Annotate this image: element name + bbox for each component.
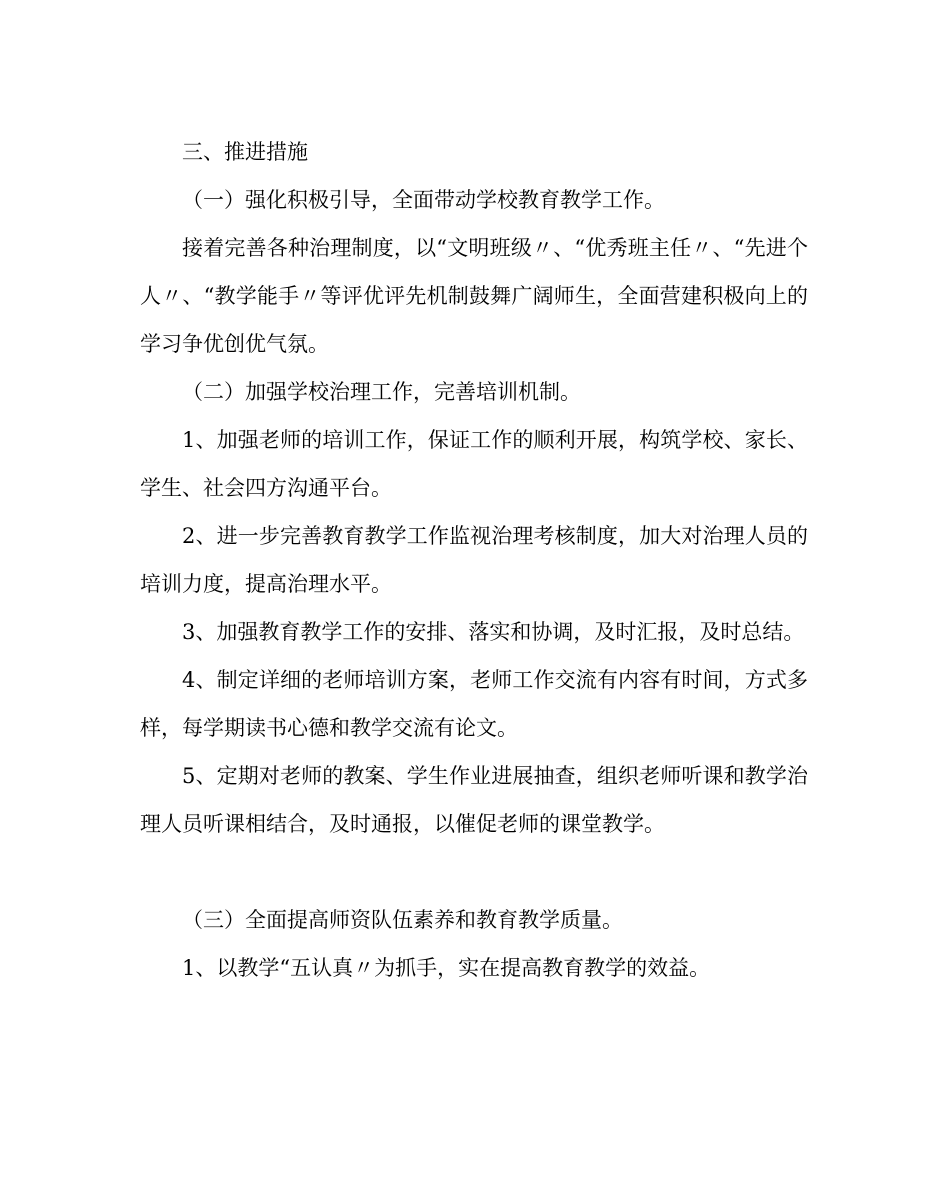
list-item: 5、定期对老师的教案、学生作业进展抽查，组织老师听课和教学治理人员听课相结合，及时通报，以催促老师的课堂教学。 xyxy=(140,764,808,836)
blank-line xyxy=(140,848,808,896)
section-heading: 三、推进措施 xyxy=(182,140,308,164)
document-page xyxy=(140,128,808,992)
subsection-title-3: （三）全面提高师资队伍素养和教育教学质量。 xyxy=(182,908,623,932)
subsection-title-2: （二）加强学校治理工作，完善培训机制。 xyxy=(182,380,581,404)
list-item: 2、进一步完善教育教学工作监视治理考核制度，加大对治理人员的培训力度，提高治理水平。 xyxy=(140,524,808,596)
list-item: 4、制定详细的老师培训方案，老师工作交流有内容有时间，方式多样，每学期读书心德和教学交流有论文。 xyxy=(140,668,808,740)
list-item: 1、以教学“五认真〃为抓手，实在提高教育教学的效益。 xyxy=(182,956,711,980)
list-item: 3、加强教育教学工作的安排、落实和协调，及时汇报，及时总结。 xyxy=(182,620,805,644)
subsection-title-1: （一）强化积极引导，全面带动学校教育教学工作。 xyxy=(182,188,665,212)
list-item: 1、加强老师的培训工作，保证工作的顺利开展，构筑学校、家长、学生、社会四方沟通平台。 xyxy=(140,428,808,500)
paragraph-1: 接着完善各种治理制度，以“文明班级〃、“优秀班主任〃、“先进个人〃、“教学能手〃等评优评先机制鼓舞广阔师生，全面营建积极向上的学习争优创优气氛。 xyxy=(140,236,808,356)
